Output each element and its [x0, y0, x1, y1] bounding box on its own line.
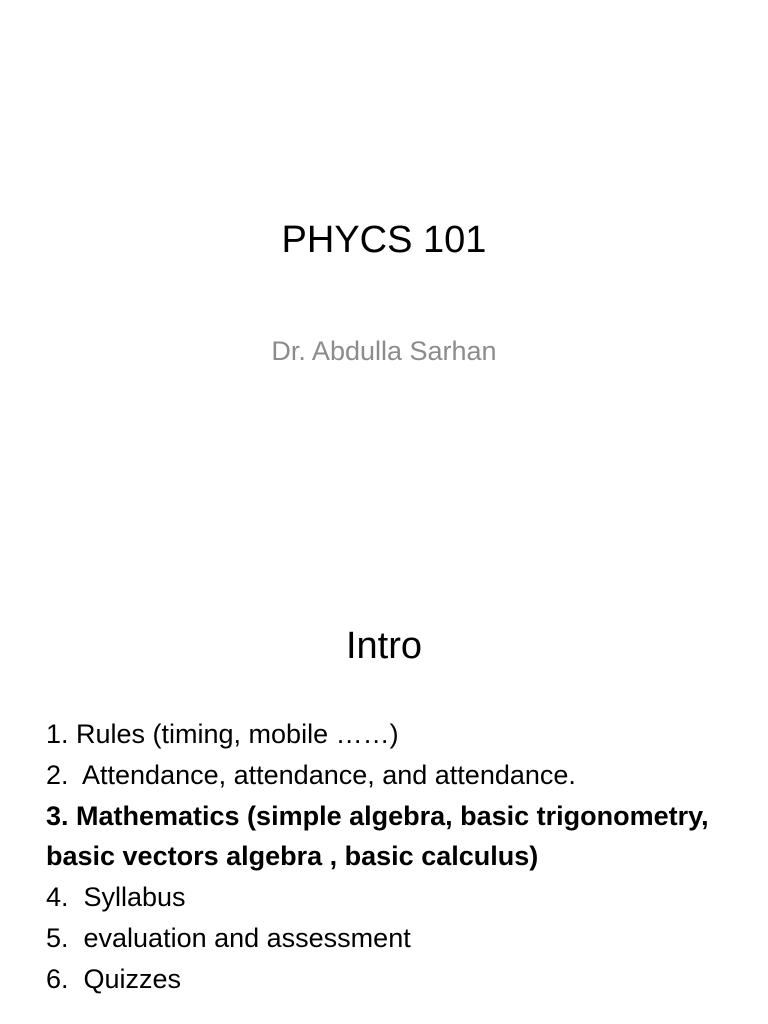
slide-subtitle: Dr. Abdulla Sarhan	[271, 336, 497, 366]
list-item-text: Rules (timing, mobile ……)	[76, 719, 399, 749]
list-item-number: 5.	[46, 922, 69, 953]
list-item	[46, 755, 746, 796]
list-item	[46, 959, 746, 1000]
list-item-number: 2.	[46, 759, 69, 790]
list-item-number: 4.	[46, 882, 69, 913]
list-item-number: 1.	[46, 719, 69, 749]
list-item	[46, 877, 746, 918]
list-item-text: Syllabus	[76, 882, 186, 913]
list-item-text: evaluation and assessment	[76, 922, 411, 953]
list-item-number: 3.	[46, 800, 69, 831]
list-item-text: Attendance, attendance, and attendance.	[76, 759, 576, 790]
list-item	[46, 714, 746, 755]
slide-title: PHYCS 101	[281, 219, 487, 261]
list-item	[46, 918, 746, 959]
list-item-text: Mathematics (simple algebra, basic trigonometry, basic vectors algebra , basic calculus)	[46, 800, 709, 872]
intro-slide	[0, 560, 768, 1024]
list-item	[46, 796, 746, 878]
slide-title: Intro	[345, 625, 423, 667]
intro-list	[46, 714, 746, 1000]
list-item-number: 6.	[46, 963, 69, 994]
list-item-text: Quizzes	[76, 963, 182, 994]
